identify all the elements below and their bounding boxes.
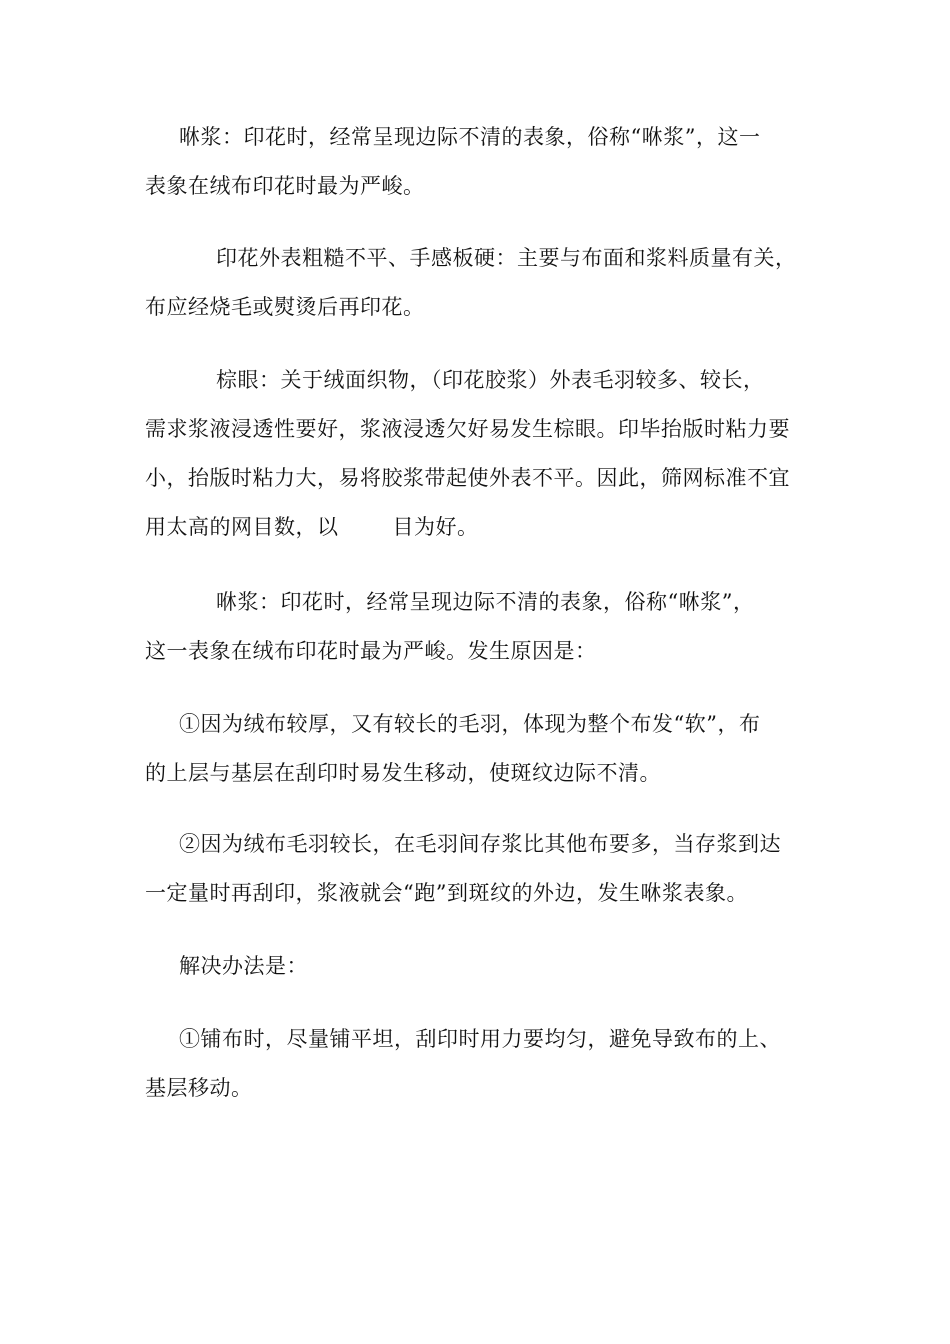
text-line: ①铺布时，尽量铺平坦，刮印时用力要均匀，避免导致布的上、	[179, 1027, 781, 1051]
text-line: ②因为绒布毛羽较长，在毛羽间存浆比其他布要多，当存浆到达	[179, 832, 781, 856]
paragraph-8	[145, 1015, 810, 1113]
text-line: 棕眼：关于绒面织物，（印花胶浆）外表毛羽较多、较长，	[216, 368, 765, 392]
text-segment: 目为好。	[392, 515, 479, 539]
text-segment: 用太高的网目数，以	[145, 515, 339, 539]
text-line: 咻浆：印花时，经常呈现边际不清的表象，俗称“咻浆”，	[216, 590, 755, 614]
text-line: 基层移动。	[145, 1076, 253, 1100]
paragraph-3	[145, 356, 810, 552]
paragraph-4	[145, 578, 810, 676]
text-line: 表象在绒布印花时最为严峻。	[145, 174, 425, 198]
text-line: 布应经烧毛或熨烫后再印花。	[145, 295, 425, 319]
paragraph-5	[145, 700, 810, 798]
paragraph-1	[145, 113, 810, 211]
text-line: 小，抬版时粘力大，易将胶浆带起使外表不平。因此，筛网标准不宜	[145, 466, 790, 490]
text-line: 印花外表粗糙不平、手感板硬：主要与布面和浆料质量有关，	[216, 246, 797, 270]
text-line: 一定量时再刮印，浆液就会“跑”到斑纹的外边，发生咻浆表象。	[145, 881, 748, 905]
paragraph-2	[145, 234, 810, 332]
text-line: 解决办法是：	[179, 954, 308, 978]
text-line: 的上层与基层在刮印时易发生移动，使斑纹边际不清。	[145, 761, 661, 785]
paragraph-6	[145, 820, 810, 918]
text-line: 这一表象在绒布印花时最为严峻。发生原因是：	[145, 639, 597, 663]
text-line: 需求浆液浸透性要好，浆液浸透欠好易发生棕眼。印毕抬版时粘力要	[145, 417, 790, 441]
text-line	[145, 503, 810, 552]
paragraph-7	[145, 942, 810, 991]
text-line: ①因为绒布较厚，又有较长的毛羽，体现为整个布发“软”，布	[179, 712, 761, 736]
text-line: 咻浆：印花时，经常呈现边际不清的表象，俗称“咻浆”，这一	[179, 125, 761, 149]
